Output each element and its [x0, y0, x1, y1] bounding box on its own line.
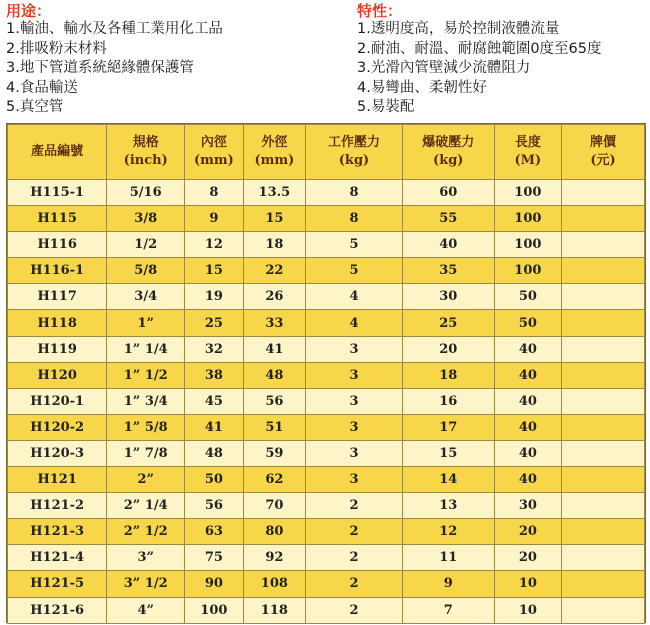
uses-item: 1.輸油、輸水及各種工業用化工品	[6, 21, 223, 37]
cell-outer-diameter: 92	[243, 545, 305, 571]
cell-inner-diameter: 19	[185, 284, 244, 310]
header-unit: (inch)	[123, 153, 168, 168]
cell-outer-diameter: 118	[243, 597, 305, 623]
table-row	[8, 206, 645, 232]
cell-price	[562, 258, 645, 284]
header-outer-diameter	[243, 125, 305, 180]
cell-price	[562, 571, 645, 597]
cell-product-code: H118	[8, 310, 107, 336]
header-spec	[107, 125, 185, 180]
cell-spec: 1” 1/2	[107, 362, 185, 388]
cell-inner-diameter: 8	[185, 180, 244, 206]
cell-working-pressure: 8	[306, 206, 403, 232]
cell-working-pressure: 3	[306, 440, 403, 466]
cell-length: 10	[494, 571, 562, 597]
cell-spec: 3/4	[107, 284, 185, 310]
cell-burst-pressure: 9	[402, 571, 494, 597]
cell-length: 40	[494, 336, 562, 362]
cell-spec: 5/16	[107, 180, 185, 206]
features-list	[357, 20, 602, 118]
cell-inner-diameter: 56	[185, 493, 244, 519]
header-unit: (M)	[514, 153, 542, 168]
cell-inner-diameter: 90	[185, 571, 244, 597]
cell-working-pressure: 8	[306, 180, 403, 206]
cell-price	[562, 467, 645, 493]
cell-outer-diameter: 22	[243, 258, 305, 284]
cell-product-code: H116	[8, 232, 107, 258]
cell-burst-pressure: 11	[402, 545, 494, 571]
cell-length: 50	[494, 284, 562, 310]
cell-outer-diameter: 41	[243, 336, 305, 362]
cell-product-code: H115-1	[8, 180, 107, 206]
table-row	[8, 336, 645, 362]
cell-burst-pressure: 35	[402, 258, 494, 284]
cell-outer-diameter: 48	[243, 362, 305, 388]
cell-length: 40	[494, 362, 562, 388]
cell-price	[562, 310, 645, 336]
cell-outer-diameter: 33	[243, 310, 305, 336]
cell-outer-diameter: 18	[243, 232, 305, 258]
cell-working-pressure: 2	[306, 571, 403, 597]
header-product-code	[8, 125, 107, 180]
cell-outer-diameter: 59	[243, 440, 305, 466]
cell-burst-pressure: 60	[402, 180, 494, 206]
cell-price	[562, 180, 645, 206]
cell-inner-diameter: 63	[185, 519, 244, 545]
cell-burst-pressure: 7	[402, 597, 494, 623]
header-price	[562, 125, 645, 180]
intro-section	[0, 0, 650, 122]
cell-product-code: H121-4	[8, 545, 107, 571]
table-row	[8, 388, 645, 414]
cell-price	[562, 493, 645, 519]
table-row	[8, 284, 645, 310]
cell-spec: 1/2	[107, 232, 185, 258]
cell-burst-pressure: 18	[402, 362, 494, 388]
cell-inner-diameter: 45	[185, 388, 244, 414]
cell-inner-diameter: 12	[185, 232, 244, 258]
cell-spec: 3” 1/2	[107, 571, 185, 597]
cell-spec: 2” 1/2	[107, 519, 185, 545]
cell-spec: 3”	[107, 545, 185, 571]
cell-outer-diameter: 80	[243, 519, 305, 545]
table-row	[8, 414, 645, 440]
cell-product-code: H121-2	[8, 493, 107, 519]
cell-outer-diameter: 26	[243, 284, 305, 310]
cell-product-code: H120-2	[8, 414, 107, 440]
cell-price	[562, 336, 645, 362]
cell-length: 20	[494, 519, 562, 545]
cell-working-pressure: 3	[306, 362, 403, 388]
cell-length: 40	[494, 388, 562, 414]
cell-length: 100	[494, 258, 562, 284]
cell-inner-diameter: 15	[185, 258, 244, 284]
table-row	[8, 571, 645, 597]
cell-burst-pressure: 12	[402, 519, 494, 545]
uses-item: 5.真空管	[6, 99, 64, 115]
header-label: 爆破壓力	[422, 135, 475, 150]
cell-price	[562, 206, 645, 232]
table-row	[8, 493, 645, 519]
features-title: 特性：	[357, 2, 403, 20]
table-row	[8, 545, 645, 571]
cell-length: 100	[494, 232, 562, 258]
cell-outer-diameter: 56	[243, 388, 305, 414]
features-item: 4.易彎曲、柔韌性好	[357, 79, 487, 96]
header-unit: (mm)	[193, 153, 234, 168]
cell-inner-diameter: 32	[185, 336, 244, 362]
cell-price	[562, 284, 645, 310]
table-header-row	[8, 125, 645, 180]
cell-price	[562, 440, 645, 466]
cell-working-pressure: 4	[306, 284, 403, 310]
cell-burst-pressure: 16	[402, 388, 494, 414]
cell-outer-diameter: 51	[243, 414, 305, 440]
header-unit: (mm)	[254, 153, 295, 168]
cell-inner-diameter: 48	[185, 440, 244, 466]
cell-spec: 2”	[107, 467, 185, 493]
cell-burst-pressure: 40	[402, 232, 494, 258]
cell-outer-diameter: 62	[243, 467, 305, 493]
header-unit: (kg)	[433, 153, 464, 168]
header-inner-diameter	[185, 125, 244, 180]
cell-working-pressure: 2	[306, 597, 403, 623]
cell-spec: 2” 1/4	[107, 493, 185, 519]
cell-price	[562, 545, 645, 571]
cell-product-code: H116-1	[8, 258, 107, 284]
cell-product-code: H120-3	[8, 440, 107, 466]
cell-spec: 1”	[107, 310, 185, 336]
cell-product-code: H121-3	[8, 519, 107, 545]
cell-length: 10	[494, 597, 562, 623]
cell-spec: 1” 7/8	[107, 440, 185, 466]
features-section	[357, 2, 602, 118]
cell-product-code: H121	[8, 467, 107, 493]
table-row	[8, 310, 645, 336]
uses-item: 2.排吸粉末材料	[6, 40, 107, 57]
header-label: 內徑	[200, 135, 227, 150]
uses-item: 4.食品輸送	[6, 79, 78, 96]
cell-outer-diameter: 108	[243, 571, 305, 597]
cell-price	[562, 232, 645, 258]
cell-inner-diameter: 41	[185, 414, 244, 440]
table-row	[8, 258, 645, 284]
cell-burst-pressure: 13	[402, 493, 494, 519]
features-item: 3.光滑內管壁減少流體阻力	[357, 60, 531, 76]
cell-working-pressure: 4	[306, 310, 403, 336]
cell-working-pressure: 2	[306, 493, 403, 519]
cell-working-pressure: 5	[306, 232, 403, 258]
cell-product-code: H120	[8, 362, 107, 388]
features-item: 5.易裝配	[357, 99, 415, 115]
header-label: 規格	[132, 135, 159, 150]
spec-table-container	[6, 123, 646, 623]
header-label: 工作壓力	[327, 135, 380, 150]
cell-inner-diameter: 25	[185, 310, 244, 336]
cell-outer-diameter: 15	[243, 206, 305, 232]
cell-product-code: H117	[8, 284, 107, 310]
header-label: 牌價	[590, 135, 617, 150]
cell-product-code: H120-1	[8, 388, 107, 414]
cell-spec: 4”	[107, 597, 185, 623]
cell-working-pressure: 2	[306, 545, 403, 571]
cell-burst-pressure: 17	[402, 414, 494, 440]
uses-title: 用途：	[6, 2, 52, 20]
cell-inner-diameter: 38	[185, 362, 244, 388]
cell-inner-diameter: 100	[185, 597, 244, 623]
cell-working-pressure: 3	[306, 414, 403, 440]
cell-length: 50	[494, 310, 562, 336]
cell-spec: 1” 1/4	[107, 336, 185, 362]
cell-spec: 3/8	[107, 206, 185, 232]
table-row	[8, 362, 645, 388]
cell-burst-pressure: 55	[402, 206, 494, 232]
table-row	[8, 440, 645, 466]
uses-item: 3.地下管道系統絕緣體保護管	[6, 60, 194, 76]
cell-product-code: H121-6	[8, 597, 107, 623]
header-length	[494, 125, 562, 180]
header-unit: (kg)	[338, 153, 370, 168]
cell-inner-diameter: 75	[185, 545, 244, 571]
cell-price	[562, 519, 645, 545]
cell-length: 20	[494, 545, 562, 571]
cell-burst-pressure: 20	[402, 336, 494, 362]
uses-list	[6, 20, 223, 118]
header-unit: (元)	[590, 153, 616, 168]
cell-burst-pressure: 15	[402, 440, 494, 466]
uses-section	[6, 2, 223, 118]
cell-product-code: H121-5	[8, 571, 107, 597]
cell-outer-diameter: 70	[243, 493, 305, 519]
cell-length: 100	[494, 180, 562, 206]
table-row	[8, 467, 645, 493]
cell-price	[562, 414, 645, 440]
header-label: 產品編號	[31, 144, 84, 159]
cell-working-pressure: 2	[306, 519, 403, 545]
header-working-pressure	[306, 125, 403, 180]
features-item: 1.透明度高，易於控制液體流量	[357, 21, 560, 37]
cell-spec: 1” 3/4	[107, 388, 185, 414]
cell-length: 40	[494, 440, 562, 466]
cell-inner-diameter: 9	[185, 206, 244, 232]
cell-working-pressure: 3	[306, 467, 403, 493]
cell-price	[562, 388, 645, 414]
cell-length: 30	[494, 493, 562, 519]
cell-outer-diameter: 13.5	[243, 180, 305, 206]
table-row	[8, 232, 645, 258]
cell-burst-pressure: 14	[402, 467, 494, 493]
table-body	[8, 180, 645, 624]
cell-price	[562, 362, 645, 388]
cell-length: 40	[494, 467, 562, 493]
table-row	[8, 180, 645, 206]
table-row	[8, 519, 645, 545]
cell-working-pressure: 5	[306, 258, 403, 284]
cell-product-code: H115	[8, 206, 107, 232]
features-item: 2.耐油、耐溫、耐腐蝕範圍0度至65度	[357, 40, 602, 57]
cell-burst-pressure: 30	[402, 284, 494, 310]
cell-price	[562, 597, 645, 623]
cell-working-pressure: 3	[306, 388, 403, 414]
cell-length: 40	[494, 414, 562, 440]
header-burst-pressure	[402, 125, 494, 180]
cell-working-pressure: 3	[306, 336, 403, 362]
cell-spec: 5/8	[107, 258, 185, 284]
header-label: 外徑	[261, 135, 288, 150]
cell-length: 100	[494, 206, 562, 232]
cell-spec: 1” 5/8	[107, 414, 185, 440]
spec-table	[7, 124, 645, 624]
header-label: 長度	[514, 135, 541, 150]
cell-burst-pressure: 25	[402, 310, 494, 336]
cell-inner-diameter: 50	[185, 467, 244, 493]
cell-product-code: H119	[8, 336, 107, 362]
table-row	[8, 597, 645, 623]
